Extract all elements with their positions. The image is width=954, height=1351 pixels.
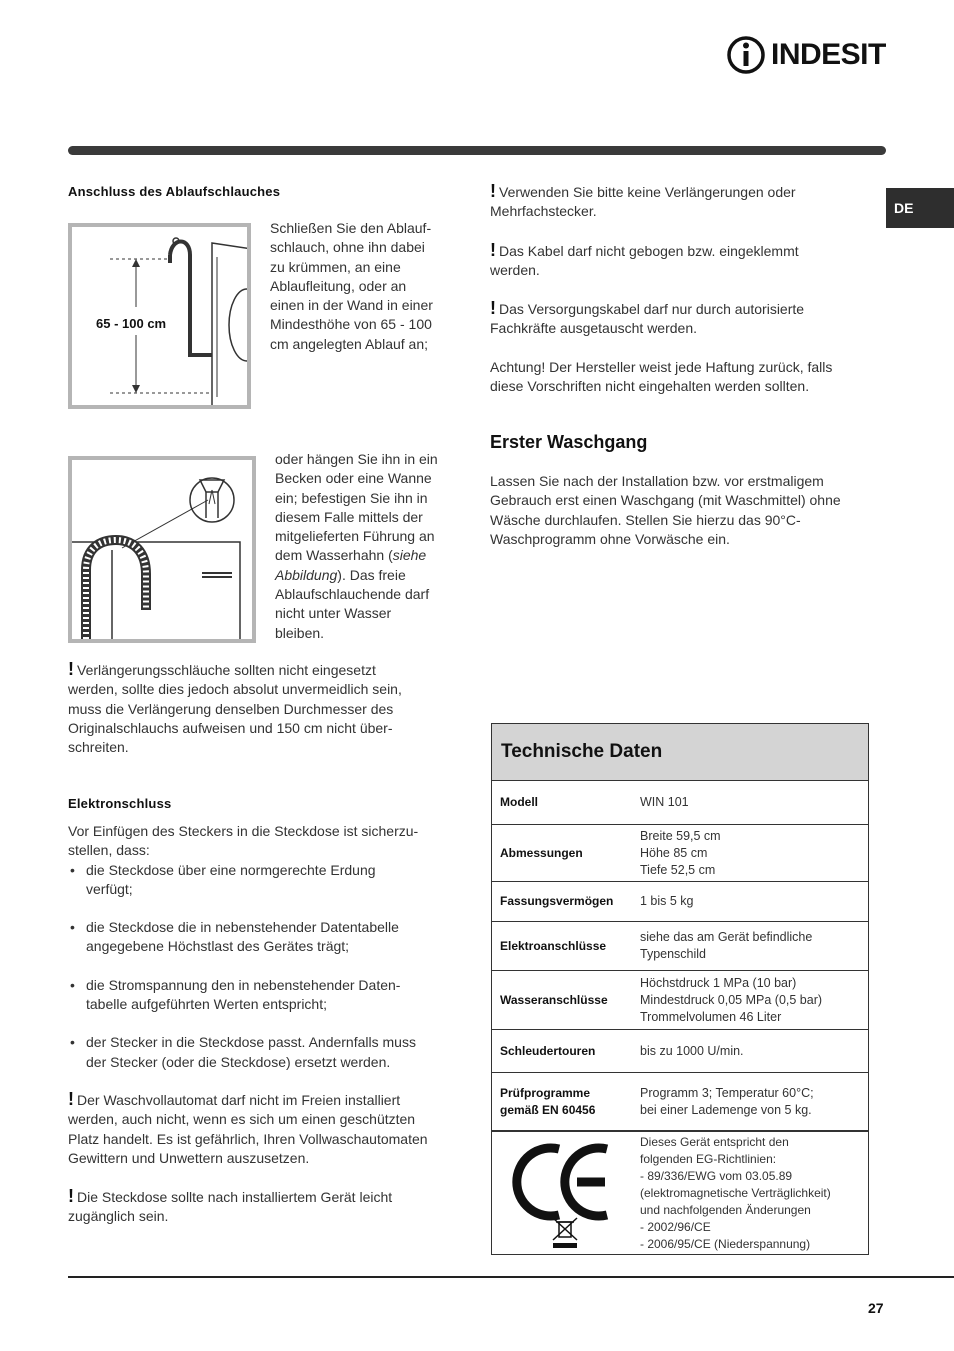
row-key: Elektroanschlüsse <box>500 938 607 953</box>
first-wash-heading: Erster Waschgang <box>490 432 648 452</box>
elec-section <box>68 822 448 1227</box>
header-bar <box>68 146 886 155</box>
list-item: • die Steckdose die in nebenstehender Datentabelle angegebene Höchstlast des Gerätes trägt; <box>68 918 448 957</box>
row-key: Wasseranschlüsse <box>500 992 608 1007</box>
table-row <box>492 1030 868 1073</box>
figure-drain-sink <box>68 456 256 643</box>
supply-cable-note: ! Das Versorgungskabel darf nur durch autorisierte Fachkräfte ausgetauscht werden. <box>490 298 805 337</box>
row-key: Abmessungen <box>500 845 583 860</box>
row-value: Breite 59,5 cm Höhe 85 cm Tiefe 52,5 cm <box>640 828 721 877</box>
right-notes <box>490 182 870 396</box>
first-wash-text: Lassen Sie nach der Installation bzw. vor erstmaligem Gebrauch erst einen Waschgang (mit Waschmittel) ohne Wäsche durchlaufen. Stellen Sie hierzu das 90°C- Waschprogramm ohne Vorwäsche ein. <box>490 473 841 547</box>
elec-checklist <box>68 861 448 1072</box>
table-row <box>492 781 868 825</box>
footer-line <box>68 1276 954 1278</box>
row-value: siehe das am Gerät befindliche Typenschild <box>640 930 813 961</box>
extension-note: ! Verwenden Sie bitte keine Verlängerungen oder Mehrfachstecker. <box>490 181 796 220</box>
elec-intro: Vor Einfügen des Steckers in die Steckdose ist sicherzu- stellen, dass: <box>68 823 419 859</box>
elec-heading: Elektronschluss <box>68 796 172 811</box>
ce-mark-cell <box>492 1132 632 1254</box>
ce-compliance-text: Dieses Gerät entspricht den folgenden EG-Richtlinien: - 89/336/EWG vom 03.05.89 (elektromagnetische Verträglichkeit) und nachfolgenden Änderungen - 2002/96/CE - 2006/95/CE (Niederspannung) <box>640 1134 831 1251</box>
table-row <box>492 1132 868 1254</box>
tech-data-table <box>491 723 869 1255</box>
row-key: Prüfprogramme gemäß EN 60456 <box>500 1085 596 1117</box>
row-value: Programm 3; Temperatur 60°C; bei einer Lademenge von 5 kg. <box>640 1085 814 1117</box>
weee-bin-icon <box>553 1218 577 1248</box>
list-item: • der Stecker in die Steckdose passt. Andernfalls muss der Stecker (oder die Steckdose) ersetzt werden. <box>68 1033 448 1072</box>
tech-data-title: Technische Daten <box>492 724 868 781</box>
outdoor-note: ! Der Waschvollautomat darf nicht im Freien installiert werden, auch nicht, wenn es sich um einen geschützten Platz handelt. Es ist gefährlich, Ihren Vollwaschautomaten Gewittern und Unwettern auszusetzen. <box>68 1088 428 1166</box>
row-key: Schleudertouren <box>500 1043 596 1058</box>
language-tab: DE <box>886 188 954 228</box>
liability-note: Achtung! Der Hersteller weist jede Haftung zurück, falls diese Vorschriften nicht eingehalten werden sollten. <box>490 358 833 395</box>
table-row <box>492 1073 868 1132</box>
fig2-caption: oder hängen Sie ihn in ein Becken oder eine Wanne ein; befestigen Sie ihn in diesem Falle mittels der mitgelieferten Führung an dem Wasserhahn (siehe Abbildung). Das freie Ablaufschlauchende darf nicht unter Wasser bleiben. <box>275 451 438 641</box>
brand-logo <box>727 35 887 75</box>
row-value: 1 bis 5 kg <box>640 894 694 908</box>
list-item: • die Steckdose über eine normgerechte Erdung verfügt; <box>68 861 448 900</box>
row-value: bis zu 1000 U/min. <box>640 1043 744 1058</box>
row-value: Höchstdruck 1 MPa (10 bar) Mindestdruck 0,05 MPa (0,5 bar) Trommelvolumen 46 Liter <box>640 975 823 1024</box>
row-key: Fassungsvermögen <box>500 894 614 908</box>
table-row <box>492 825 868 882</box>
table-row <box>492 922 868 971</box>
socket-note: ! Die Steckdose sollte nach installiertem Gerät leicht zugänglich sein. <box>68 1186 393 1225</box>
ce-mark-icon <box>507 1137 617 1249</box>
brand-name: INDESIT <box>771 38 886 71</box>
row-key: Modell <box>500 795 538 809</box>
table-row <box>492 971 868 1030</box>
height-label: 65 - 100 cm <box>96 316 167 331</box>
cable-note: ! Das Kabel darf nicht gebogen bzw. eingeklemmt werden. <box>490 239 799 278</box>
page-number: 27 <box>868 1300 884 1316</box>
table-row <box>492 882 868 922</box>
row-value: WIN 101 <box>640 795 689 809</box>
figure-drain-wall <box>68 223 251 409</box>
list-item: • die Stromspannung den in nebenstehender Daten- tabelle aufgeführten Werten entspricht; <box>68 976 448 1015</box>
hose-heading: Anschluss des Ablaufschlauches <box>68 184 281 199</box>
hose-extension-note: ! Verlängerungsschläuche sollten nicht eingesetzt werden, sollte dies jedoch absolut unvermeidlich sein, muss die Verlängerung denselben Durchmesser des Originalschlauchs aufweisen und 150 cm nicht über- schreiten. <box>68 659 402 756</box>
fig1-caption: Schließen Sie den Ablauf- schlauch, ohne ihn dabei zu krümmen, an eine Ablaufleitung, oder an einen in der Wand in einer Mindesthöhe von 65 - 100 cm angelegten Ablauf an; <box>270 220 433 352</box>
drain-sink-illustration <box>72 460 252 639</box>
